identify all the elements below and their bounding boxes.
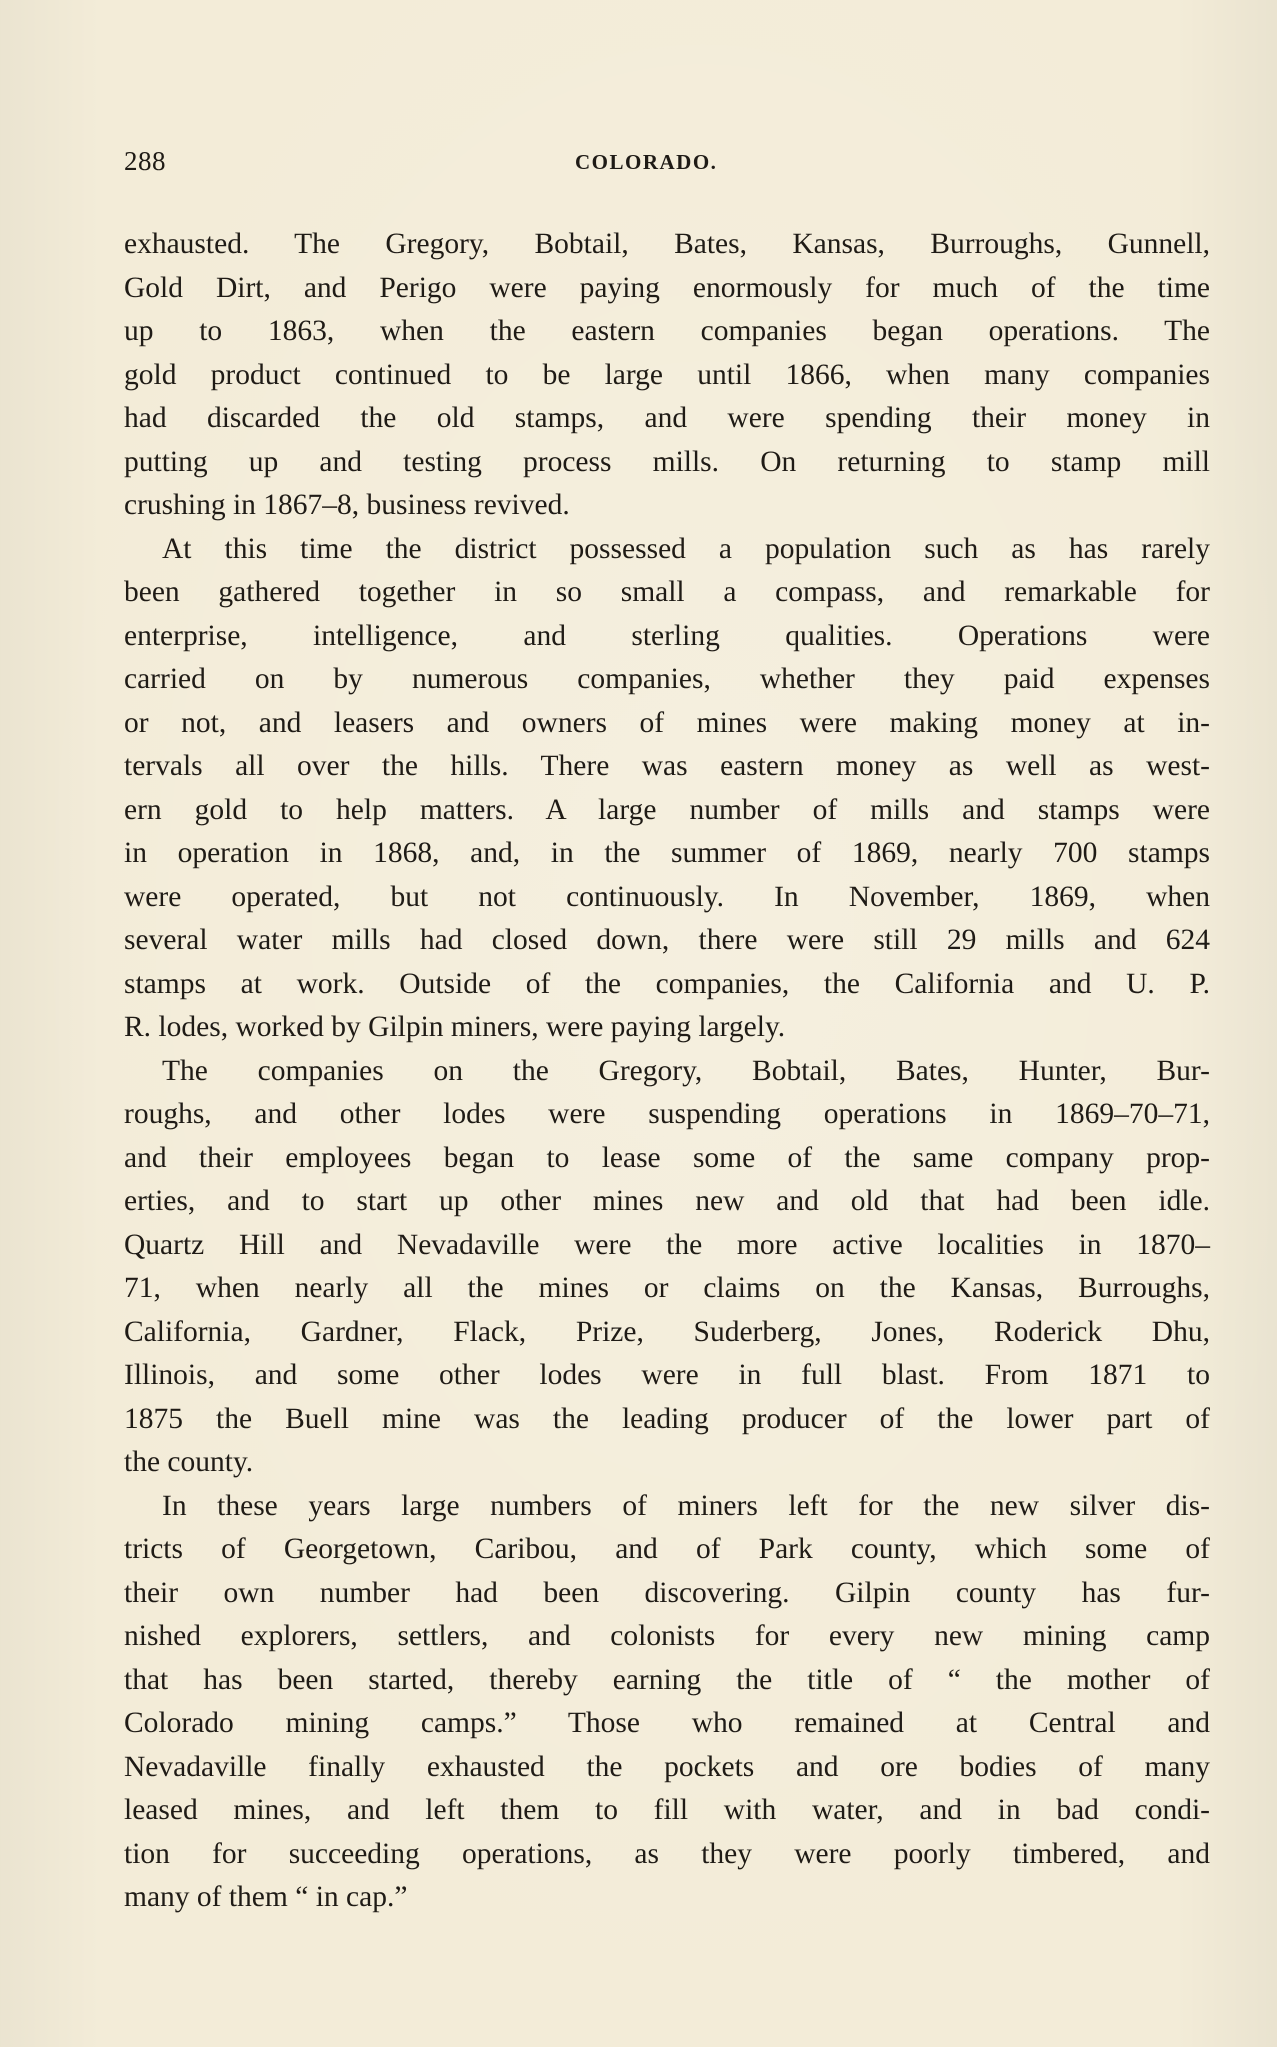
- text-line: several water mills had closed down, there were still 29 mills and 624: [124, 924, 1210, 956]
- text-line: their own number had been discovering. Gilpin county has fur-: [124, 1576, 1210, 1609]
- text-line: R. lodes, worked by Gilpin miners, were paying largely.: [124, 1011, 786, 1043]
- text-line: 71, when nearly all the mines or claims on the Kansas, Burroughs,: [124, 1272, 1210, 1304]
- text-line: tion for succeeding operations, as they were poorly timbered, and: [124, 1837, 1210, 1870]
- text-line: or not, and leasers and owners of mines were making money at in-: [124, 706, 1210, 739]
- text-line: and their employees began to lease some of the same company prop-: [124, 1141, 1210, 1174]
- paragraph-start-line: In these years large numbers of miners left for the new silver dis-: [162, 1489, 1210, 1522]
- running-title: COLORADO.: [575, 150, 718, 174]
- paragraph-start-line: At this time the district possessed a population such as has rarely: [162, 532, 1210, 565]
- text-line: carried on by numerous companies, whether they paid expenses: [124, 663, 1210, 695]
- body-text: [124, 223, 1210, 1920]
- text-line: ern gold to help matters. A large number of mills and stamps were: [124, 793, 1210, 826]
- text-line: up to 1863, when the eastern companies began operations. The: [124, 315, 1210, 347]
- text-line: had discarded the old stamps, and were spending their money in: [124, 402, 1210, 434]
- text-line: tricts of Georgetown, Caribou, and of Park county, which some of: [124, 1533, 1210, 1565]
- text-line: that has been started, thereby earning the title of “ the mother of: [124, 1663, 1210, 1696]
- text-line: nished explorers, settlers, and colonists for every new mining camp: [124, 1620, 1210, 1652]
- text-line: Illinois, and some other lodes were in full blast. From 1871 to: [124, 1359, 1210, 1391]
- page-number: 288: [124, 146, 166, 176]
- text-line: been gathered together in so small a compass, and remarkable for: [124, 576, 1210, 608]
- text-line: Colorado mining camps.” Those who remained at Central and: [124, 1707, 1210, 1739]
- text-line: Quartz Hill and Nevadaville were the more active localities in 1870–: [124, 1228, 1210, 1261]
- text-line: gold product continued to be large until 1866, when many companies: [124, 358, 1210, 391]
- text-line: many of them “ in cap.”: [124, 1881, 408, 1913]
- text-line: California, Gardner, Flack, Prize, Suderberg, Jones, Roderick Dhu,: [124, 1315, 1210, 1348]
- text-line: the county.: [124, 1446, 254, 1478]
- text-line: roughs, and other lodes were suspending operations in 1869–70–71,: [124, 1098, 1210, 1130]
- text-line: exhausted. The Gregory, Bobtail, Bates, Kansas, Burroughs, Gunnell,: [124, 228, 1210, 260]
- text-line: Nevadaville finally exhausted the pockets and ore bodies of many: [124, 1750, 1210, 1783]
- text-line: 1875 the Buell mine was the leading producer of the lower part of: [124, 1402, 1210, 1435]
- text-line: leased mines, and left them to fill with water, and in bad condi-: [124, 1794, 1210, 1826]
- text-line: crushing in 1867–8, business revived.: [124, 489, 570, 521]
- text-line: enterprise, intelligence, and sterling qualities. Operations were: [124, 619, 1210, 652]
- paragraph-start-line: The companies on the Gregory, Bobtail, Bates, Hunter, Bur-: [162, 1054, 1210, 1087]
- text-line: were operated, but not continuously. In November, 1869, when: [124, 880, 1210, 913]
- text-line: Gold Dirt, and Perigo were paying enormously for much of the time: [124, 271, 1210, 304]
- text-line: tervals all over the hills. There was eastern money as well as west-: [124, 750, 1210, 782]
- text-line: stamps at work. Outside of the companies, the California and U. P.: [124, 967, 1210, 1000]
- text-line: erties, and to start up other mines new and old that had been idle.: [124, 1185, 1210, 1217]
- text-line: in operation in 1868, and, in the summer of 1869, nearly 700 stamps: [124, 837, 1210, 869]
- running-head: [124, 146, 1210, 186]
- text-line: putting up and testing process mills. On returning to stamp mill: [124, 445, 1210, 478]
